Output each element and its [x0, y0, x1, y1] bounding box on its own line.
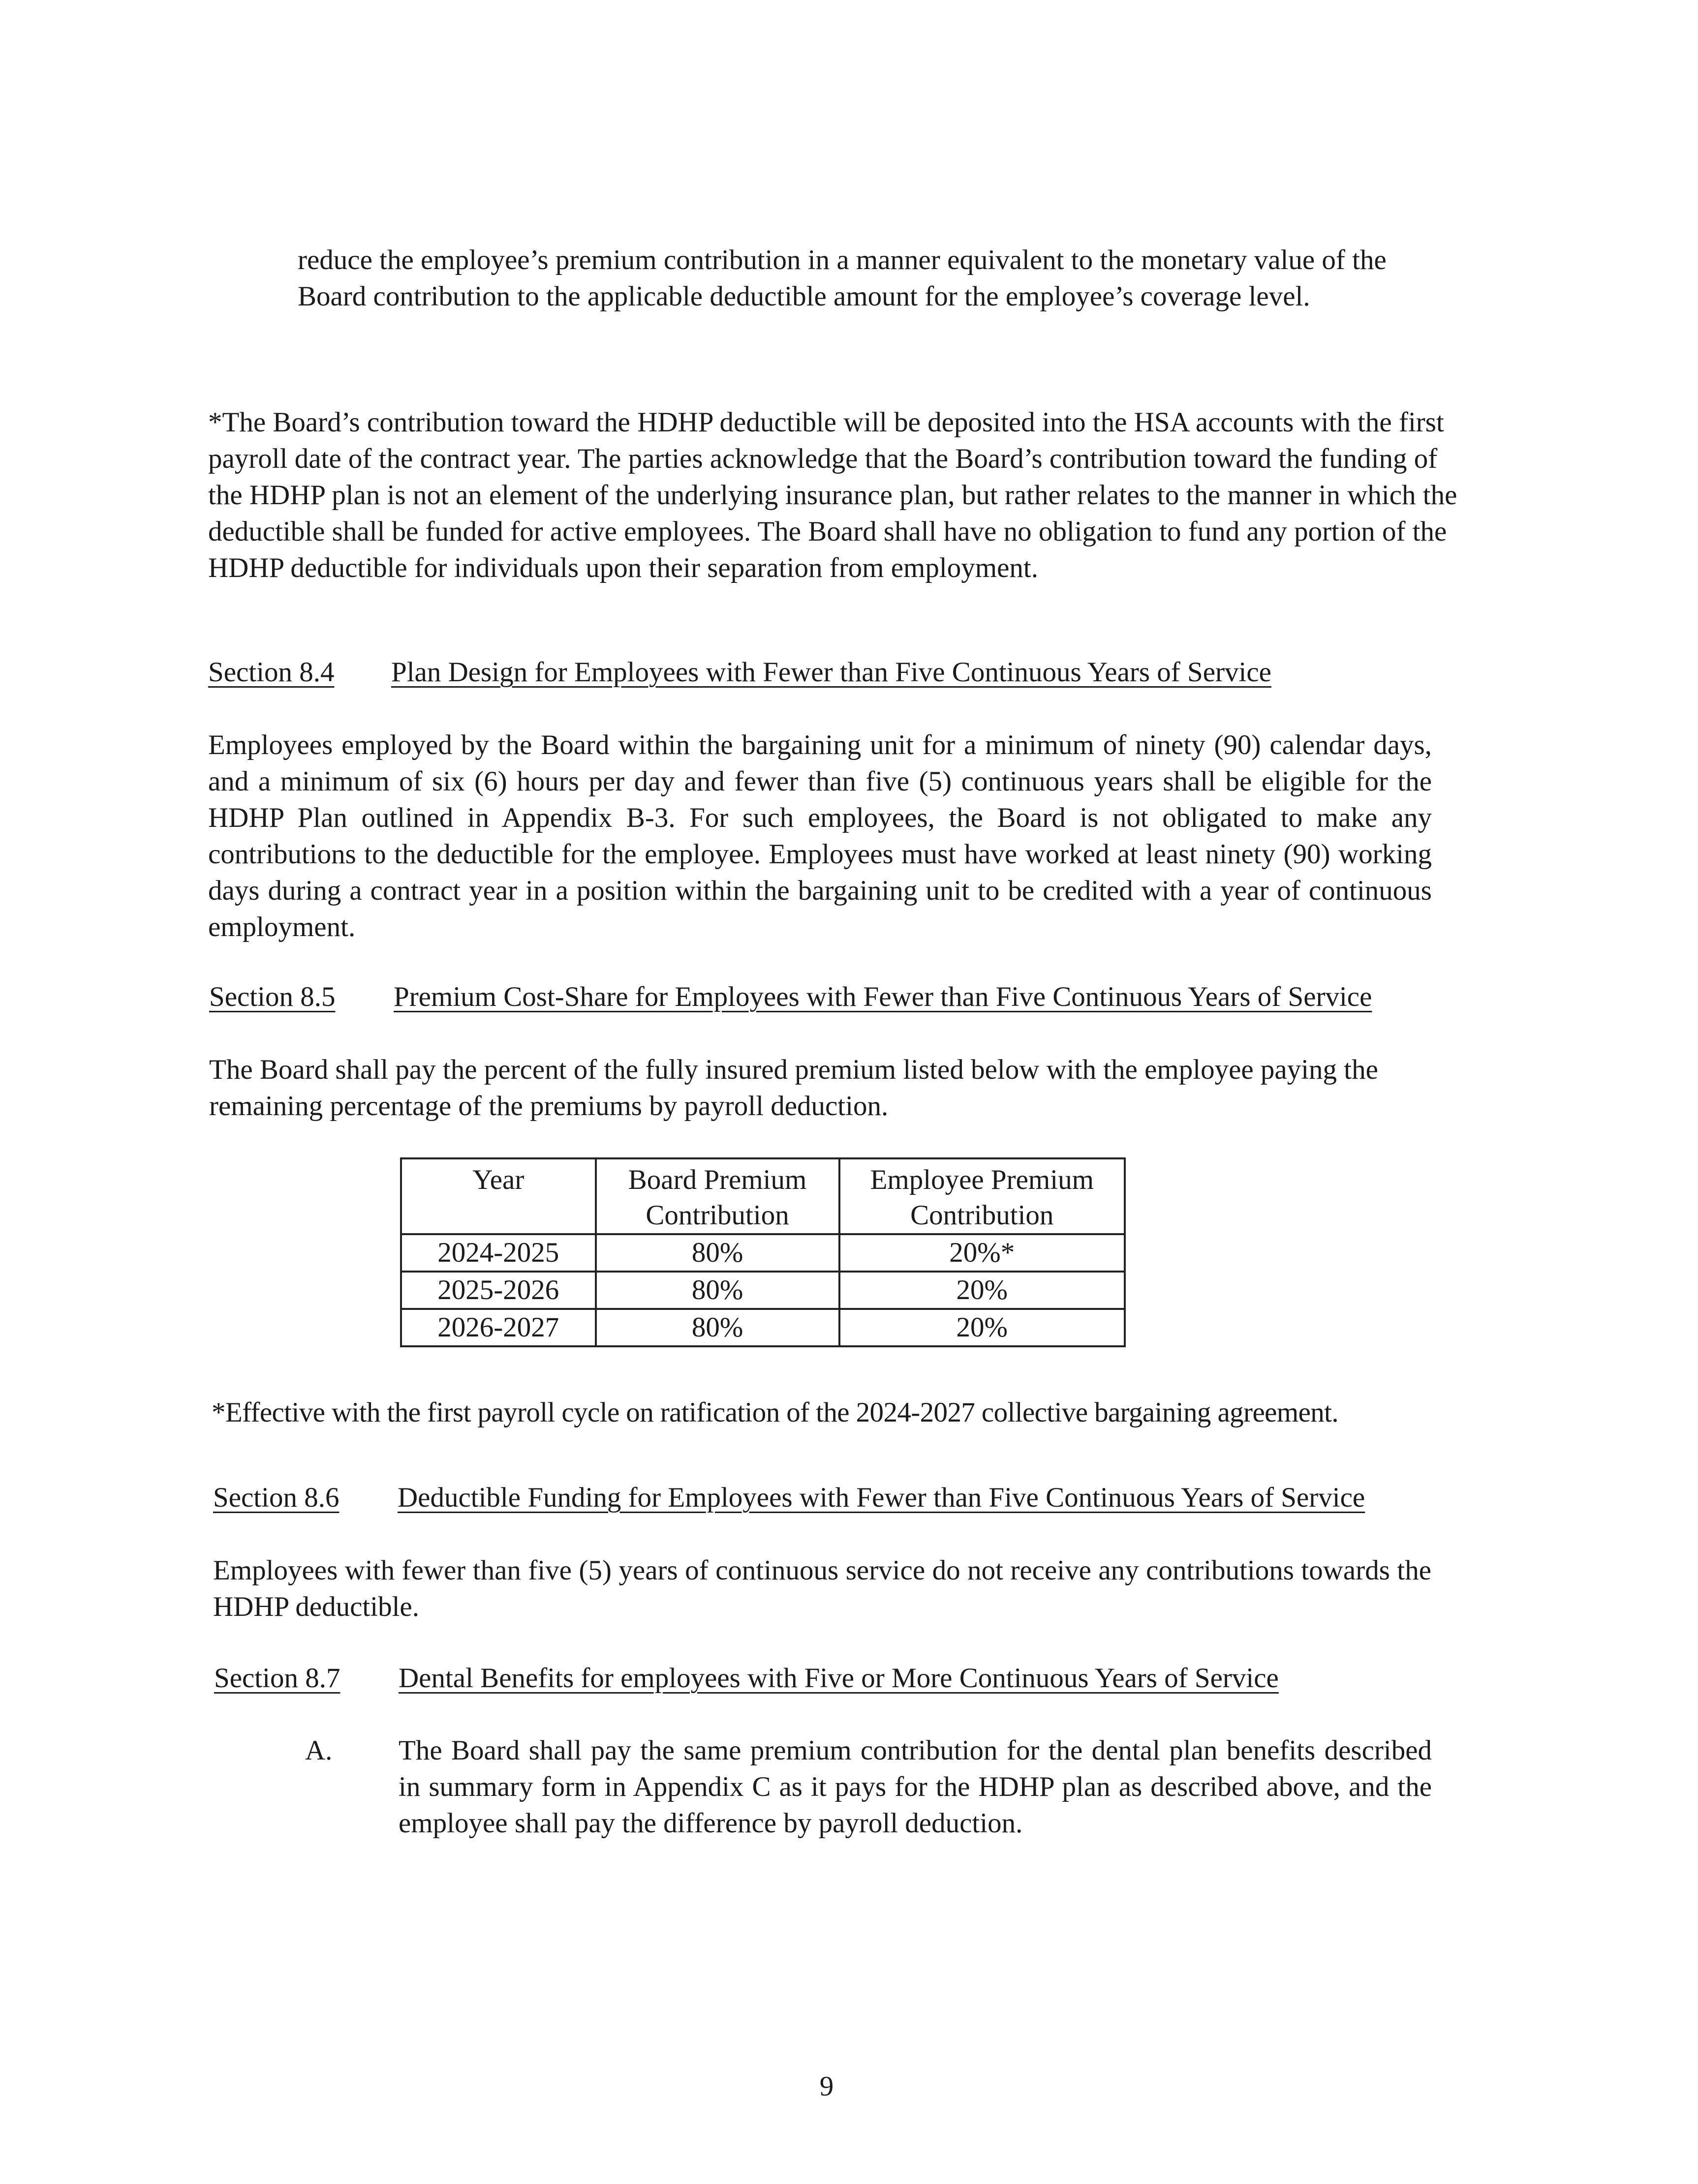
list-item-text: The Board shall pay the same premium contribution for the dental plan benefits described in summary form in Appendix C as it pays for the HDHP plan as described above, and the employee shall pay the difference by payroll deduction. — [399, 1735, 1432, 1839]
table-cell-employee: 20% — [839, 1272, 1125, 1309]
section-8-5-title: Premium Cost-Share for Employees with Fewer than Five Continuous Years of Service — [394, 981, 1372, 1012]
section-8-5-body: The Board shall pay the percent of the fully insured premium listed below with the employee paying the remaining percentage of the premiums by payroll deduction. — [209, 1054, 1378, 1122]
premium-contribution-table — [400, 1157, 1126, 1347]
section-8-6-number: Section 8.6 — [213, 1482, 340, 1513]
table-cell-year: 2025-2026 — [401, 1272, 596, 1309]
section-8-7-number: Section 8.7 — [214, 1663, 340, 1694]
table-row — [401, 1309, 1125, 1346]
list-item-letter: A. — [305, 1735, 333, 1766]
table-cell-board: 80% — [596, 1309, 839, 1346]
section-8-4-number: Section 8.4 — [208, 657, 335, 688]
table-row — [401, 1272, 1125, 1309]
table-header-employee-contribution: Employee Premium Contribution — [839, 1158, 1125, 1234]
page-number: 9 — [819, 2071, 834, 2102]
section-8-4-body: Employees employed by the Board within the bargaining unit for a minimum of ninety (90) calendar days, and a minimum of six (6) hours per day and fewer than five (5) continuous years shall be eligible for the HDHP Plan outlined in Appendix B-3. For such employees, the Board is not obligated to make any contributions to the deductible for the employee. Employees must have worked at least ninety (90) working days during a contract year in a position within the bargaining unit to be credited with a year of continuous employment. — [208, 729, 1432, 942]
table-footnote: *Effective with the first payroll cycle on ratification of the 2024-2027 collective bargaining agreement. — [212, 1397, 1339, 1428]
table-cell-board: 80% — [596, 1234, 839, 1272]
section-8-7-title: Dental Benefits for employees with Five or More Continuous Years of Service — [399, 1663, 1279, 1694]
table-header-year: Year — [401, 1158, 596, 1234]
table-cell-year: 2024-2025 — [401, 1234, 596, 1272]
section-8-6-body: Employees with fewer than five (5) years of continuous service do not receive any contributions towards the HDHP deductible. — [213, 1555, 1431, 1622]
section-8-5-number: Section 8.5 — [209, 981, 336, 1012]
table-cell-board: 80% — [596, 1272, 839, 1309]
table-cell-year: 2026-2027 — [401, 1309, 596, 1346]
table-header-board-contribution: Board Premium Contribution — [596, 1158, 839, 1234]
table-cell-employee: 20% — [839, 1309, 1125, 1346]
table-row — [401, 1234, 1125, 1272]
table-header-row — [401, 1158, 1125, 1234]
section-8-4-title: Plan Design for Employees with Fewer than Five Continuous Years of Service — [391, 657, 1271, 688]
section-8-6-title: Deductible Funding for Employees with Fewer than Five Continuous Years of Service — [398, 1482, 1365, 1513]
intro-continuation-paragraph: reduce the employee’s premium contribution in a manner equivalent to the monetary value of the Board contribution to the applicable deductible amount for the employee’s coverage level. — [298, 244, 1387, 312]
table-cell-employee: 20%* — [839, 1234, 1125, 1272]
hdhp-deductible-note: *The Board’s contribution toward the HDHP deductible will be deposited into the HSA accounts with the first payroll date of the contract year. The parties acknowledge that the Board’s contribution toward the funding of the HDHP plan is not an element of the underlying insurance plan, but rather relates to the manner in which the deductible shall be funded for active employees. The Board shall have no obligation to fund any portion of the HDHP deductible for individuals upon their separation from employment. — [208, 407, 1457, 583]
